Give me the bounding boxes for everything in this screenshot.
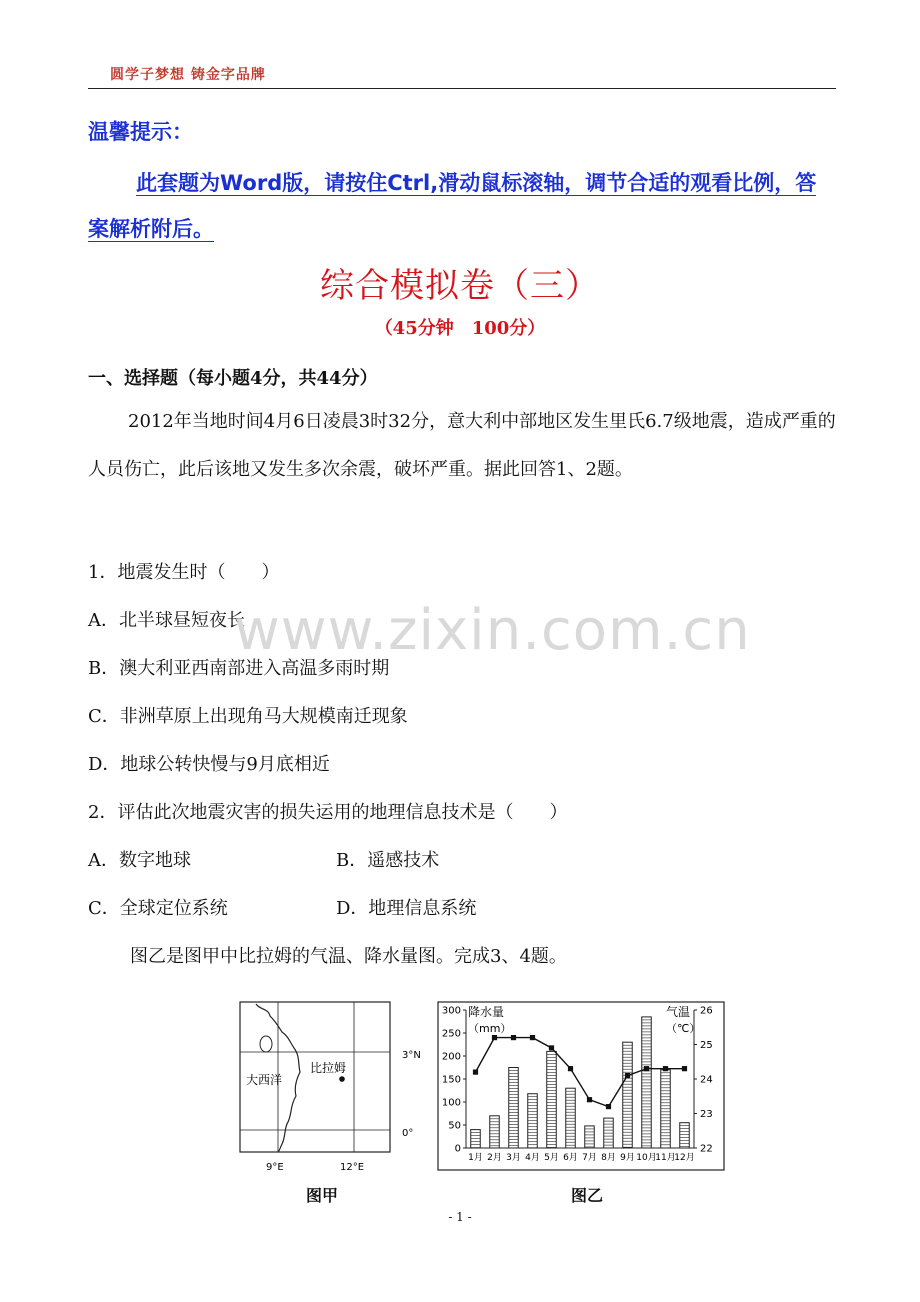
- left-tick-label: 150: [441, 1074, 461, 1086]
- temperature-point: [682, 1066, 687, 1071]
- left-axis-label: 降水量: [468, 1005, 505, 1019]
- exam-subtitle: （45分钟 100分）: [374, 318, 546, 339]
- map-lat-label-0: 0°: [402, 1128, 414, 1139]
- right-tick-label: 25: [700, 1040, 713, 1051]
- temperature-point: [568, 1066, 573, 1071]
- precip-bar: [680, 1123, 690, 1148]
- map-lon-label-9e: 9°E: [266, 1162, 284, 1173]
- temperature-point: [606, 1104, 611, 1109]
- passage-intro-2: 图乙是图甲中比拉姆的气温、降水量图。完成3、4题。: [130, 946, 567, 967]
- month-label: 10月: [636, 1153, 657, 1163]
- left-tick-label: 200: [441, 1051, 461, 1063]
- month-label: 12月: [674, 1153, 695, 1163]
- temperature-point: [530, 1035, 535, 1040]
- month-label: 11月: [655, 1153, 676, 1163]
- exam-title: 综合模拟卷（三）: [320, 266, 600, 306]
- temperature-point: [549, 1045, 554, 1050]
- tip-title: 温馨提示：: [88, 120, 193, 144]
- section-heading: 一、选择题（每小题4分，共44分）: [88, 368, 378, 389]
- month-label: 9月: [620, 1153, 635, 1163]
- temperature-point: [511, 1035, 516, 1040]
- precip-bar: [585, 1126, 595, 1148]
- map-ocean-label: 大西洋: [246, 1073, 283, 1087]
- header-rule: [88, 88, 836, 89]
- left-tick-label: 50: [448, 1120, 461, 1132]
- right-tick-label: 23: [700, 1109, 713, 1120]
- month-label: 8月: [601, 1153, 616, 1163]
- temperature-point: [625, 1073, 630, 1078]
- temperature-point: [644, 1066, 649, 1071]
- map-figure: [230, 996, 430, 1176]
- right-tick-label: 24: [700, 1074, 713, 1086]
- header-slogan: 圆学子梦想 铸金字品牌: [110, 67, 266, 83]
- month-label: 2月: [487, 1153, 502, 1163]
- month-label: 4月: [525, 1153, 540, 1163]
- precip-bar: [490, 1116, 500, 1148]
- left-tick-label: 250: [441, 1028, 461, 1040]
- climate-chart: [432, 996, 732, 1176]
- tip-body: [88, 160, 836, 252]
- q1-option-d: D．地球公转快慢与9月底相近: [88, 754, 330, 775]
- q1-option-b: B．澳大利亚西南部进入高温多雨时期: [88, 658, 390, 679]
- q2-option-a: A．数字地球: [88, 850, 191, 871]
- q1-option-a: A．北半球昼短夜长: [88, 610, 245, 631]
- temperature-point: [492, 1035, 497, 1040]
- chart-caption: 图乙: [571, 1186, 604, 1205]
- tip-body-text: 此套题为Word版，请按住Ctrl,滑动鼠标滚轴，调节合适的观看比例，答案解析附后。: [88, 171, 817, 241]
- left-tick-label: 300: [441, 1005, 461, 1017]
- q2-option-c: C．全球定位系统: [88, 898, 228, 919]
- left-tick-label: 0: [454, 1143, 461, 1155]
- q2-option-b: B．遥感技术: [336, 850, 440, 871]
- map-city-label: 比拉姆: [310, 1061, 347, 1075]
- page-number: - 1 -: [448, 1210, 472, 1224]
- month-label: 7月: [582, 1153, 597, 1163]
- temperature-point: [473, 1070, 478, 1075]
- right-tick-label: 26: [700, 1005, 713, 1017]
- map-city-marker: [339, 1076, 345, 1082]
- right-tick-label: 22: [700, 1143, 713, 1155]
- q1-stem: 1．地震发生时（ ）: [88, 562, 280, 583]
- map-caption: 图甲: [306, 1186, 339, 1205]
- map-island: [260, 1036, 272, 1052]
- map-lat-label-3n: 3°N: [402, 1050, 421, 1061]
- q1-option-c: C．非洲草原上出现角马大规模南迁现象: [88, 706, 408, 727]
- right-axis-label: 气温: [666, 1005, 691, 1019]
- precip-bar: [642, 1017, 652, 1148]
- q2-option-d: D．地理信息系统: [336, 898, 477, 919]
- q2-stem: 2．评估此次地震灾害的损失运用的地理信息技术是（ ）: [88, 802, 568, 823]
- left-axis-unit: （mm）: [468, 1022, 512, 1035]
- temperature-line: [476, 1038, 685, 1107]
- month-label: 1月: [468, 1153, 483, 1163]
- watermark: www.zixin.com.cn: [234, 598, 751, 663]
- month-label: 5月: [544, 1153, 559, 1163]
- right-axis-unit: （℃）: [666, 1022, 701, 1035]
- passage-intro: 2012年当地时间4月6日凌晨3时32分，意大利中部地区发生里氏6.7级地震，造成严重的人员伤亡，此后该地又发生多次余震，破坏严重。据此回答1、2题。: [88, 411, 836, 480]
- month-label: 6月: [563, 1153, 578, 1163]
- left-tick-label: 100: [441, 1097, 461, 1109]
- month-label: 3月: [506, 1153, 521, 1163]
- temperature-point: [663, 1066, 668, 1071]
- temperature-point: [587, 1097, 592, 1102]
- map-lon-label-12e: 12°E: [340, 1162, 365, 1173]
